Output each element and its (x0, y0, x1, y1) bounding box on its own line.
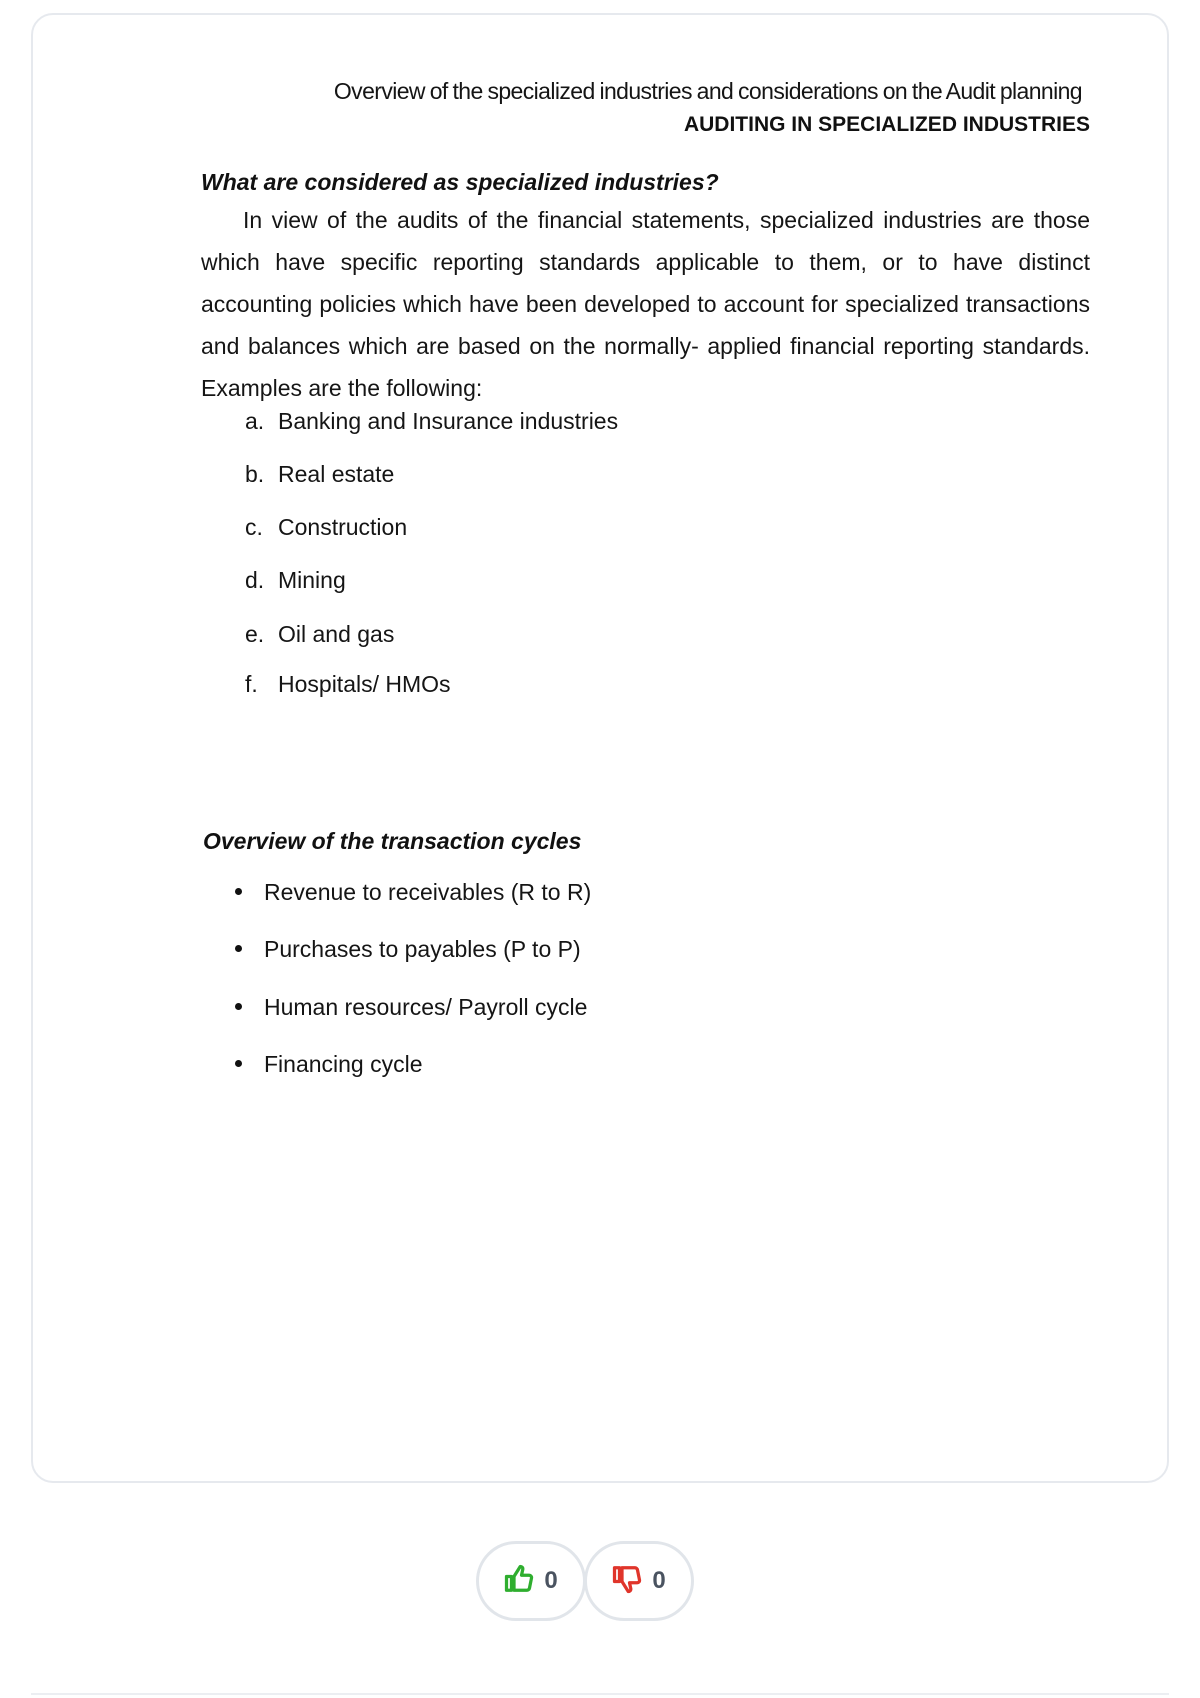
list-item-text: Financing cycle (264, 1051, 423, 1077)
upvote-button[interactable] (476, 1541, 586, 1621)
list-item (235, 1051, 423, 1078)
bullet-icon (235, 1003, 242, 1010)
vote-bar (476, 1541, 698, 1623)
divider (31, 1693, 1169, 1695)
list-marker: a. (245, 408, 265, 434)
list-marker: e. (245, 621, 265, 647)
downvote-count: 0 (652, 1567, 666, 1594)
document-title: AUDITING IN SPECIALIZED INDUSTRIES (683, 113, 1090, 136)
list-item-text: Mining (278, 567, 346, 593)
list-item-text: Banking and Insurance industries (278, 408, 619, 434)
upvote-count: 0 (544, 1567, 558, 1594)
list-item-text: Construction (278, 514, 408, 540)
list-item-text: Purchases to payables (P to P) (264, 936, 581, 962)
list-item (235, 936, 581, 963)
downvote-button[interactable] (584, 1541, 694, 1621)
list-item (245, 408, 618, 435)
list-item (245, 514, 407, 541)
list-marker: b. (245, 461, 265, 487)
list-item-text: Hospitals/ HMOs (278, 671, 451, 697)
list-marker: d. (245, 567, 265, 593)
list-item-text: Revenue to receivables (R to R) (264, 879, 592, 905)
thumbs-down-icon (612, 1564, 642, 1599)
list-item (235, 994, 587, 1021)
running-header: Overview of the specialized industries and considerations on the Audit planning (333, 78, 1082, 104)
list-item-text: Oil and gas (278, 621, 395, 647)
list-item-text: Human resources/ Payroll cycle (264, 994, 588, 1020)
thumbs-up-icon (504, 1564, 534, 1599)
list-item (245, 461, 394, 488)
bullet-icon (235, 888, 242, 895)
bullet-icon (235, 945, 242, 952)
list-item (245, 567, 346, 594)
list-item (245, 621, 394, 648)
list-item-text: Real estate (278, 461, 395, 487)
list-item (235, 879, 591, 906)
list-item (245, 671, 451, 698)
intro-paragraph: In view of the audits of the financial statements, specialized industries are those which have specific reporting standards applicable to them, or to have distinct accounting policies which have been developed to account for specialized transactions and balances which are based on the normally- applied financial reporting standards. Examples are the following: (201, 207, 1090, 401)
document-page (31, 13, 1169, 1483)
cycles-heading: Overview of the transaction cycles (203, 828, 582, 854)
question-heading: What are considered as specialized industries? (201, 169, 719, 195)
list-marker: c. (245, 514, 263, 540)
bullet-icon (235, 1060, 242, 1067)
list-marker: f. (245, 671, 258, 697)
